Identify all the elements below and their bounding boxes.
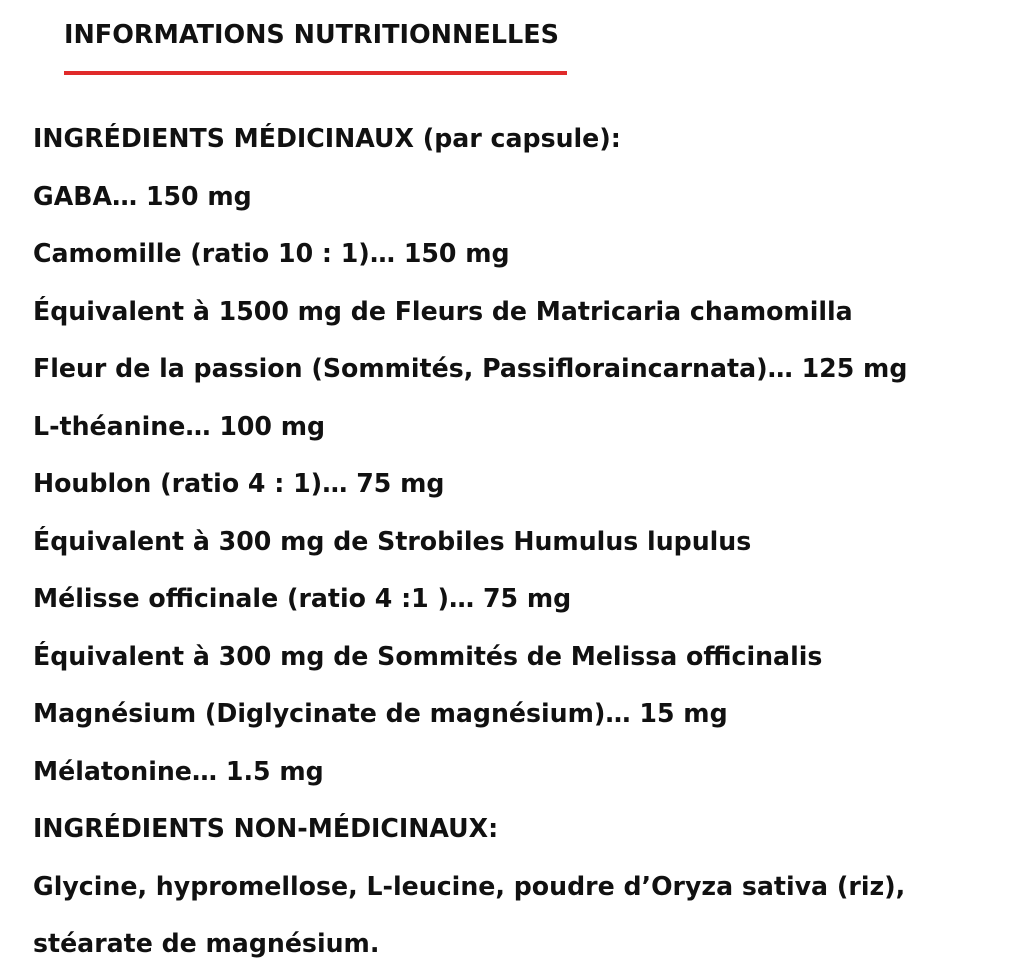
ingredient-line: Équivalent à 1500 mg de Fleurs de Matricaria chamomilla	[33, 296, 853, 327]
ingredient-line: Fleur de la passion (Sommités, Passifloraincarnata)… 125 mg	[33, 354, 908, 384]
ingredient-line: Équivalent à 300 mg de Strobiles Humulus lupulus	[33, 526, 752, 557]
ingredient-line: stéarate de magnésium.	[33, 929, 380, 959]
ingredient-line: Houblon (ratio 4 : 1)… 75 mg	[33, 469, 445, 499]
ingredient-line: Camomille (ratio 10 : 1)… 150 mg	[33, 239, 510, 269]
ingredient-line: Mélisse officinale (ratio 4 :1 )… 75 mg	[33, 584, 572, 614]
ingredient-line: Mélatonine… 1.5 mg	[33, 756, 324, 787]
non-medicinal-ingredients-heading: INGRÉDIENTS NON-MÉDICINAUX:	[33, 814, 499, 844]
ingredient-line: Glycine, hypromellose, L-leucine, poudre d’Oryza sativa (riz),	[33, 871, 906, 902]
ingredient-line: Équivalent à 300 mg de Sommités de Melissa officinalis	[33, 641, 823, 672]
tab-active-underline	[64, 71, 567, 75]
ingredient-line: L-théanine… 100 mg	[33, 411, 326, 442]
ingredient-line: GABA… 150 mg	[33, 181, 252, 212]
ingredients-content	[33, 111, 993, 974]
ingredient-line: Magnésium (Diglycinate de magnésium)… 15 mg	[33, 699, 728, 729]
nutrition-info-tab[interactable]	[64, 14, 567, 76]
medicinal-ingredients-heading: INGRÉDIENTS MÉDICINAUX (par capsule):	[33, 124, 621, 154]
tab-title: INFORMATIONS NUTRITIONNELLES	[64, 20, 559, 50]
